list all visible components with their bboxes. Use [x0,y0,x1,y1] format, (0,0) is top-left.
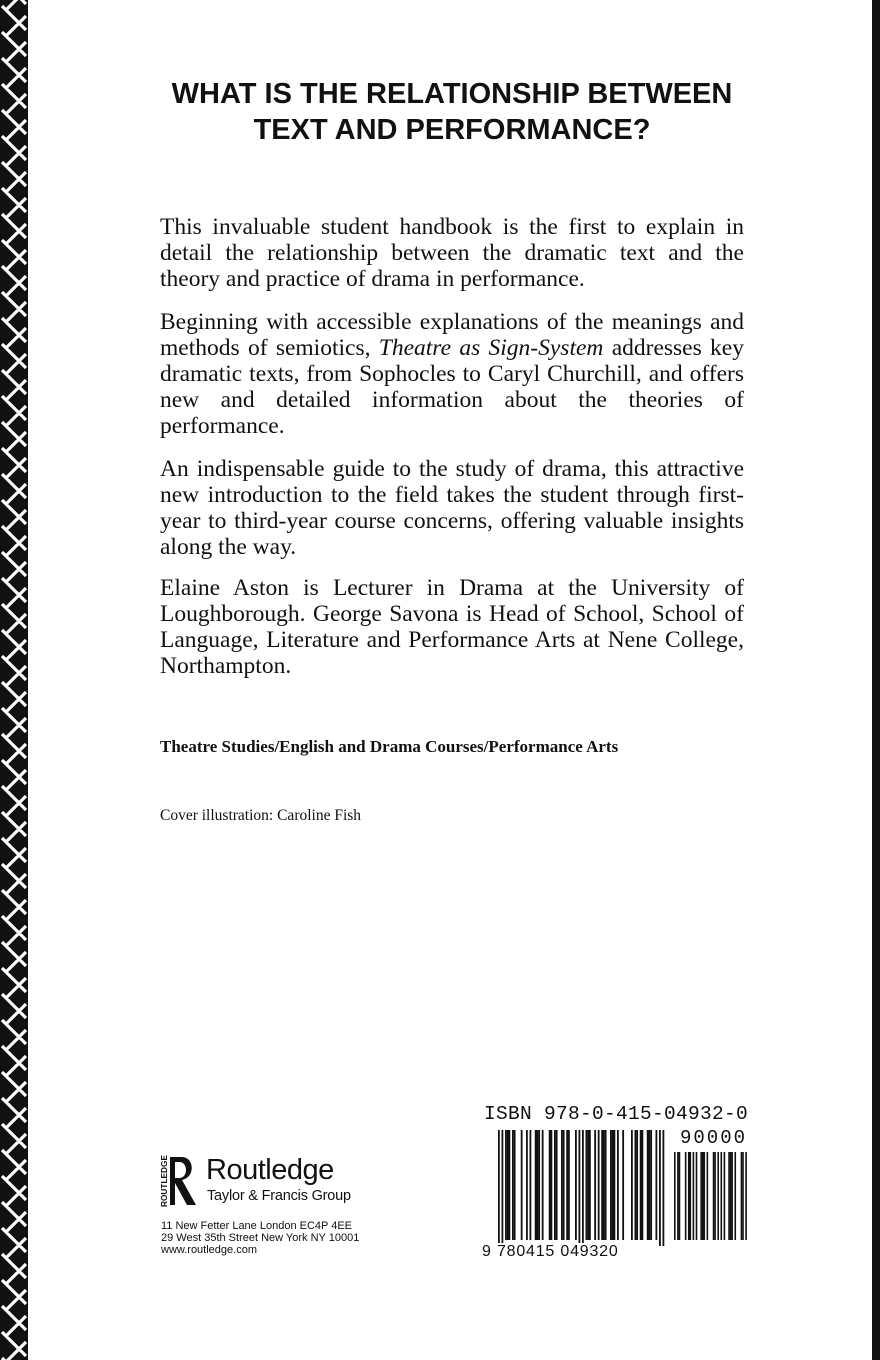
barcode-bar [659,1130,661,1246]
barcode-bar [561,1130,563,1240]
blurb-paragraph-2 [160,309,744,439]
barcode-bar [514,1130,516,1240]
addon-bar [685,1152,687,1240]
addon-bar [724,1152,726,1240]
barcode-bar [650,1130,652,1240]
barcode-bar [610,1130,612,1240]
subject-categories: Theatre Studies/English and Drama Courses/Performance Arts [160,737,619,756]
blurb-paragraph-3 [160,456,744,560]
barcode-bar [554,1130,556,1240]
paragraph-text: Beginning with accessible explanations of the meanings and methods of semiotics, [160,309,744,361]
addon-bar [714,1152,716,1240]
addon-bar [734,1152,736,1240]
address-line-new-york: 29 West 35th Street New York NY 10001 [161,1232,360,1244]
barcode-bar [568,1130,570,1240]
barcode-bar [603,1130,605,1240]
barcode-bar [587,1130,589,1240]
barcode-bar [647,1130,649,1240]
addon-bar [702,1152,704,1240]
addon-bar [693,1152,695,1240]
barcode-bar [530,1130,532,1240]
right-edge-strip [872,0,880,1360]
barcode-bar [640,1130,642,1240]
addon-bar [707,1152,709,1240]
paragraph-text: Elaine Aston is Lecturer in Drama at the University of Loughborough. George Savona is Head of School, School of Language, Literature and Performance Arts at Nene College, Northampton. [160,575,744,679]
barcode-bar [594,1130,596,1240]
paragraph-text: An indispensable guide to the study of drama, this attractive new introduction to the field takes the student through first-year to third-year course concerns, offering valuable insights along the way. [160,456,744,560]
publisher-name: Routledge [206,1154,334,1186]
barcode-bar [586,1130,588,1240]
barcode-bar [635,1130,637,1240]
barcode-bar [502,1130,504,1246]
barcode-bar [631,1130,633,1240]
barcode-bar [579,1130,581,1246]
routledge-r-logo [160,1153,200,1209]
barcode-bar [538,1130,540,1240]
isbn-label: ISBN 978-0-415-04932-0 [484,1103,749,1125]
addon-bar [713,1152,715,1240]
barcode-bar [542,1130,544,1240]
barcode-bar [612,1130,614,1240]
barcode-bar [636,1130,638,1240]
publisher-addresses [161,1220,359,1256]
publisher-group: Taylor & Francis Group [207,1188,351,1204]
barcode-bar [663,1130,665,1246]
address-line-london: 11 New Fetter Lane London EC4P 4EE [161,1220,352,1232]
addon-bar [690,1152,692,1240]
barcode-bar [498,1130,500,1246]
barcode-bar [507,1130,509,1240]
addon-bar [730,1152,732,1240]
barcode-bar [649,1130,651,1240]
addon-bar [731,1152,733,1240]
barcode-bar [642,1130,644,1240]
addon-bar [696,1152,698,1240]
barcode-bar [617,1130,619,1240]
barcode-bar [537,1130,539,1240]
publisher-logo [160,1153,370,1213]
addon-bar [742,1152,744,1240]
barcode-bar [566,1130,568,1240]
barcode-bar [601,1130,603,1240]
barcode-bar [575,1130,577,1240]
book-title-italic: Theatre as Sign-System [378,335,604,361]
addon-bar [679,1152,681,1240]
barcode-bar [512,1130,514,1240]
addon-bar [717,1152,719,1240]
author-bio [160,575,744,679]
paragraph-text: This invaluable student handbook is the first to explain in detail the relationship between the dramatic text and the theory and practice of drama in performance. [160,214,744,292]
price-code: 90000 [680,1127,748,1149]
addon-bar [677,1152,679,1240]
barcode-bar [549,1130,551,1240]
barcode-digits: 9 780415 049320 [482,1243,619,1260]
barcode-bar [535,1130,537,1240]
barcode-bar [556,1130,558,1240]
barcode-bar [605,1130,607,1240]
paragraph-text: addresses key dramatic texts, from Sophocles to Caryl Churchill, and offers new and detailed information about the theories of performance. [160,335,744,439]
barcode-bar [656,1130,658,1240]
addon-bar [688,1152,690,1240]
barcode-bar [509,1130,511,1240]
addon-bar [700,1152,702,1240]
barcode-bar [582,1130,584,1246]
decorative-border [0,0,28,1360]
addon-bar [703,1152,705,1240]
blurb-paragraph-1 [160,214,744,292]
illustration-credit: Cover illustration: Caroline Fish [160,807,362,824]
cover-headline: WHAT IS THE RELATIONSHIP BETWEEN TEXT AND PERFORMANCE? [171,78,733,146]
barcode-bar [589,1130,591,1240]
barcode-bar [563,1130,565,1240]
barcode-bar [521,1130,523,1240]
logo-vertical-wordmark: ROUTLEDGE [160,1156,169,1207]
barcode-bar [526,1130,528,1240]
addon-bar [721,1152,723,1240]
barcode-bar [551,1130,553,1240]
barcode-bar [614,1130,616,1240]
publisher-website: www.routledge.com [161,1244,257,1256]
addon-bar [728,1152,730,1240]
addon-bar [674,1152,676,1240]
addon-bar [745,1152,747,1240]
addon-bar [741,1152,743,1240]
barcode-bar [505,1130,507,1240]
barcode-bar [598,1130,600,1240]
barcode-bar [622,1130,624,1240]
